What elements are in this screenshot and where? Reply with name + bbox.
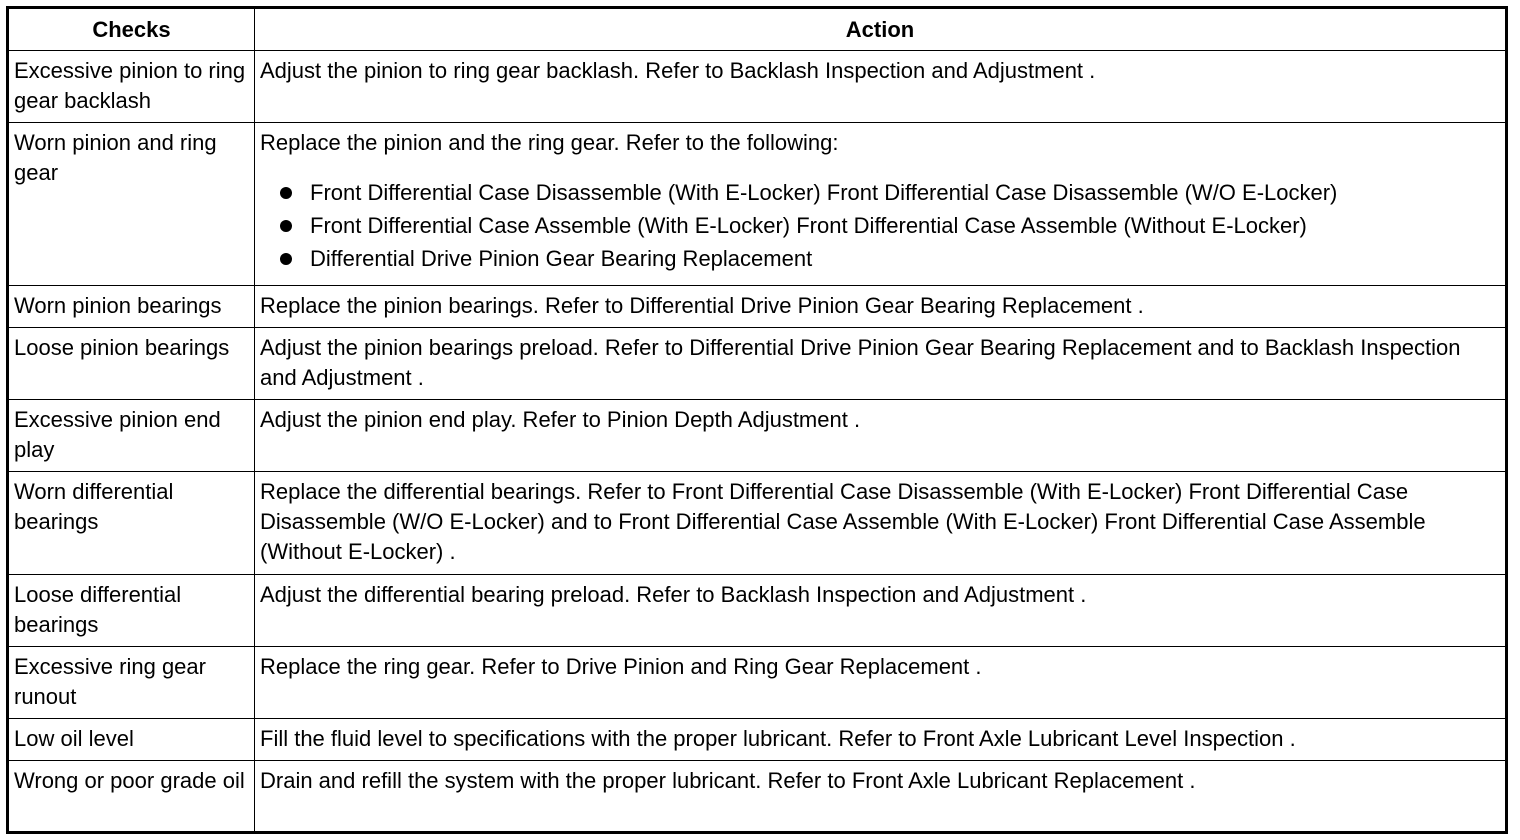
check-text: Worn pinion bearings [14,293,222,318]
check-cell [8,400,255,472]
table-row [8,51,1507,123]
action-cell [255,761,1507,833]
action-cell [255,51,1507,123]
action-cell [255,647,1507,719]
check-cell [8,286,255,328]
action-text: Adjust the pinion end play. Refer to Pinion Depth Adjustment . [260,407,861,432]
check-cell [8,647,255,719]
check-text: Low oil level [14,726,134,751]
table-row [8,328,1507,400]
action-cell [255,286,1507,328]
action-cell [255,328,1507,400]
check-text: Loose differential bearings [14,582,182,637]
list-item-text: Differential Drive Pinion Gear Bearing Replacement [310,246,813,271]
check-text: Worn pinion and ring gear [14,130,217,185]
action-text: Fill the fluid level to specifications with the proper lubricant. Refer to Front Axle Lubricant Level Inspection . [260,726,1296,751]
check-cell [8,123,255,286]
table-row [8,575,1507,647]
check-text: Loose pinion bearings [14,335,230,360]
action-cell [255,575,1507,647]
action-cell [255,123,1507,286]
table-row [8,719,1507,761]
check-cell [8,761,255,833]
table-row [8,647,1507,719]
list-item-text: Front Differential Case Disassemble (With E-Locker) Front Differential Case Disassemble (W/O E-Locker) [310,180,1338,205]
check-text: Excessive pinion to ring gear backlash [14,58,246,113]
check-cell [8,328,255,400]
table-row [8,123,1507,286]
action-column-header: Action [255,8,1507,51]
table-row [8,761,1507,833]
diagnostic-table [6,6,1508,834]
reference-list [260,176,1501,275]
action-text: Adjust the pinion to ring gear backlash. Refer to Backlash Inspection and Adjustment . [260,58,1096,83]
list-item [276,176,1501,209]
table-row [8,400,1507,472]
action-text: Replace the pinion and the ring gear. Refer to the following: [260,130,839,155]
table-row [8,286,1507,328]
check-cell [8,472,255,575]
bullet-icon [280,187,292,199]
check-text: Excessive ring gear runout [14,654,206,709]
action-cell [255,472,1507,575]
check-cell [8,51,255,123]
checks-column-header: Checks [8,8,255,51]
action-text: Replace the differential bearings. Refer to Front Differential Case Disassemble (With E-Locker) Front Differential Case Disassemble (W/O E-Locker) and to Front Differential Case Assemble (With E-Locker) Front Differential Case Assemble (Without E-Locker) . [260,479,1426,564]
check-text: Worn differential bearings [14,479,174,534]
action-cell [255,400,1507,472]
action-text: Replace the pinion bearings. Refer to Differential Drive Pinion Gear Bearing Replacement . [260,293,1144,318]
bullet-icon [280,253,292,265]
action-text: Drain and refill the system with the proper lubricant. Refer to Front Axle Lubricant Replacement . [260,768,1196,793]
list-item [276,242,1501,275]
check-text: Wrong or poor grade oil [14,768,245,793]
bullet-icon [280,220,292,232]
list-item [276,209,1501,242]
check-cell [8,575,255,647]
action-cell [255,719,1507,761]
check-cell [8,719,255,761]
action-text: Adjust the pinion bearings preload. Refer to Differential Drive Pinion Gear Bearing Replacement and to Backlash Inspection and Adjustment . [260,335,1461,390]
action-text: Adjust the differential bearing preload. Refer to Backlash Inspection and Adjustment . [260,582,1087,607]
table-row [8,472,1507,575]
table-header-row [8,8,1507,51]
check-text: Excessive pinion end play [14,407,221,462]
action-text: Replace the ring gear. Refer to Drive Pinion and Ring Gear Replacement . [260,654,982,679]
list-item-text: Front Differential Case Assemble (With E-Locker) Front Differential Case Assemble (Without E-Locker) [310,213,1307,238]
